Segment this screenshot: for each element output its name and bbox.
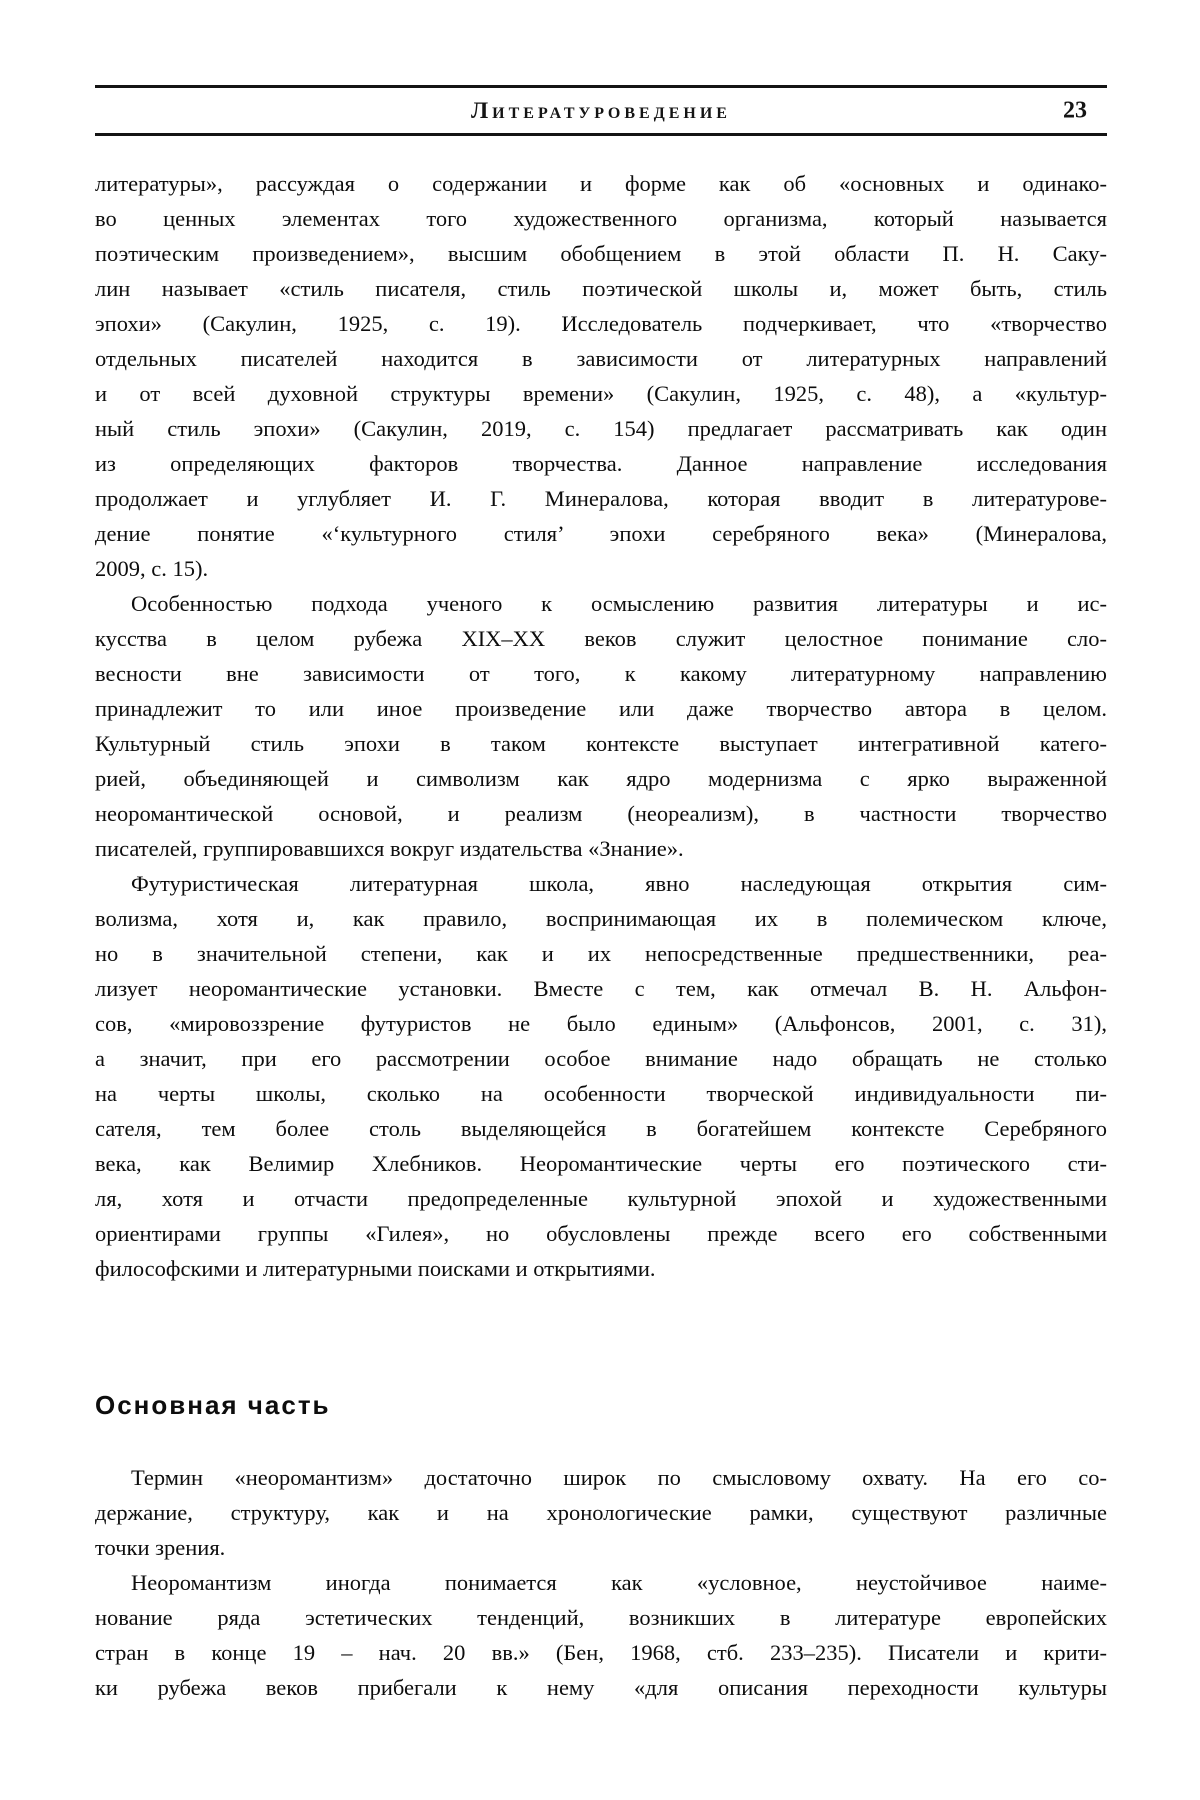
- text-line: лизует неоромантические установки. Вместе с тем, как отмечал В. Н. Альфон-: [95, 976, 1107, 1001]
- text-line: во ценных элементах того художественного организма, который называется: [95, 206, 1107, 231]
- running-header: [95, 85, 1107, 136]
- text-line: рией, объединяющей и символизм как ядро модернизма с ярко выраженной: [95, 766, 1107, 791]
- text-line: но в значительной степени, как и их непосредственные предшественники, реа-: [95, 941, 1107, 966]
- text-line: лин называет «стиль писателя, стиль поэтической школы и, может быть, стиль: [95, 276, 1107, 301]
- text-line: продолжает и углубляет И. Г. Минералова, которая вводит в литературове-: [95, 486, 1107, 511]
- text-line: принадлежит то или иное произведение или даже творчество автора в целом.: [95, 696, 1107, 721]
- paragraph: [95, 866, 1107, 1286]
- paragraph: [95, 1565, 1107, 1705]
- section-heading: Основная часть: [95, 1390, 331, 1420]
- text-line: 2009, с. 15).: [95, 556, 209, 581]
- text-line: на черты школы, сколько на особенности творческой индивидуальности пи-: [95, 1081, 1107, 1106]
- text-line: стран в конце 19 – нач. 20 вв.» (Бен, 1968, стб. 233–235). Писатели и крити-: [95, 1640, 1107, 1665]
- text-line: а значит, при его рассмотрении особое внимание надо обращать не столько: [95, 1046, 1107, 1071]
- text-line: неоромантической основой, и реализм (неореализм), в частности творчество: [95, 801, 1107, 826]
- text-line: Особенностью подхода ученого к осмыслению развития литературы и ис-: [131, 591, 1107, 616]
- paragraph: [95, 166, 1107, 586]
- text-line: точки зрения.: [95, 1535, 226, 1560]
- text-line: ный стиль эпохи» (Сакулин, 2019, с. 154) предлагает рассматривать как один: [95, 416, 1107, 441]
- text-line: сов, «мировоззрение футуристов не было единым» (Альфонсов, 2001, с. 31),: [95, 1011, 1107, 1036]
- text-line: ориентирами группы «Гилея», но обусловлены прежде всего его собственными: [95, 1221, 1107, 1246]
- text-line: волизма, хотя и, как правило, воспринимающая их в полемическом ключе,: [95, 906, 1107, 931]
- text-line: литературы», рассуждая о содержании и форме как об «основных и одинако-: [95, 171, 1107, 196]
- paragraph: [95, 1460, 1107, 1565]
- text-line: писателей, группировавшихся вокруг издательства «Знание».: [95, 836, 684, 861]
- text-line: поэтическим произведением», высшим обобщением в этой области П. Н. Саку-: [95, 241, 1107, 266]
- running-title: Литературоведение: [471, 97, 731, 123]
- text-line: Неоромантизм иногда понимается как «условное, неустойчивое наиме-: [131, 1570, 1107, 1595]
- text-line: Футуристическая литературная школа, явно наследующая открытия сим-: [131, 871, 1107, 896]
- text-line: дение понятие «‘культурного стиля’ эпохи серебряного века» (Минералова,: [95, 521, 1107, 546]
- text-line: нование ряда эстетических тенденций, возникших в литературе европейских: [95, 1605, 1107, 1630]
- text-line: держание, структуру, как и на хронологические рамки, существуют различные: [95, 1500, 1107, 1525]
- text-line: Культурный стиль эпохи в таком контексте выступает интегративной катего-: [95, 731, 1107, 756]
- text-line: эпохи» (Сакулин, 1925, с. 19). Исследователь подчеркивает, что «творчество: [95, 311, 1107, 336]
- text-line: из определяющих факторов творчества. Данное направление исследования: [95, 451, 1107, 476]
- text-line: весности вне зависимости от того, к какому литературному направлению: [95, 661, 1107, 686]
- text-line: и от всей духовной структуры времени» (Сакулин, 1925, с. 48), а «культур-: [95, 381, 1107, 406]
- text-line: ки рубежа веков прибегали к нему «для описания переходности культуры: [95, 1675, 1107, 1700]
- text-line: сателя, тем более столь выделяющейся в богатейшем контексте Серебряного: [95, 1116, 1107, 1141]
- header-row: [95, 88, 1107, 133]
- text-line: Термин «неоромантизм» достаточно широк по смысловому охвату. На его со-: [131, 1465, 1107, 1490]
- text-line: ля, хотя и отчасти предопределенные культурной эпохой и художественными: [95, 1186, 1107, 1211]
- text-line: философскими и литературными поисками и открытиями.: [95, 1256, 656, 1281]
- text-line: века, как Велимир Хлебников. Неоромантические черты его поэтического сти-: [95, 1151, 1107, 1176]
- text-line: кусства в целом рубежа XIX–XX веков служит целостное понимание сло-: [95, 626, 1107, 651]
- paragraph: [95, 586, 1107, 866]
- text-line: отдельных писателей находится в зависимости от литературных направлений: [95, 346, 1107, 371]
- article-body: [95, 136, 1107, 1705]
- page-number: 23: [1063, 97, 1087, 123]
